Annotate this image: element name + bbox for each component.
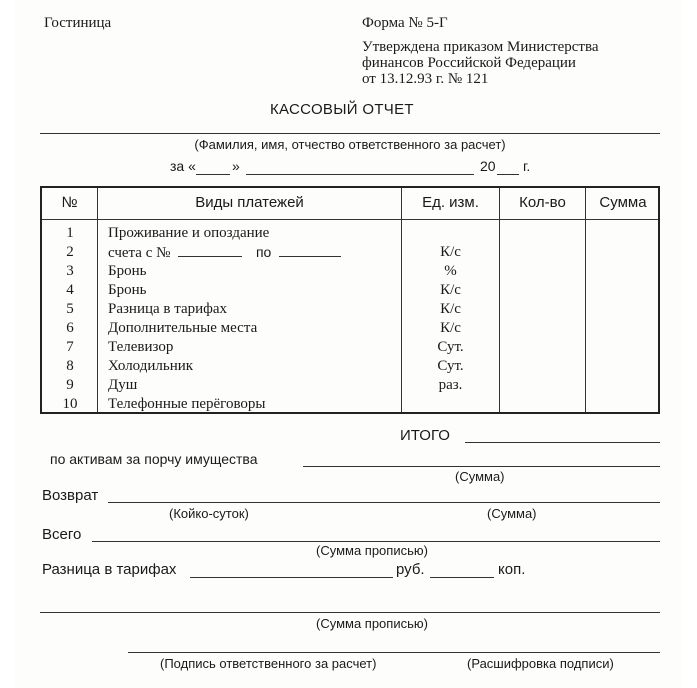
refund-blank[interactable]: [108, 502, 660, 503]
period-year-prefix: 20: [480, 158, 496, 174]
table-row: [42, 357, 658, 376]
row-text-mid: по: [255, 244, 272, 260]
row-text: Дополнительные места: [108, 320, 258, 336]
hotel-label: Гостиница: [44, 15, 112, 31]
period-day-blank[interactable]: [196, 174, 230, 175]
all-blank[interactable]: [92, 541, 660, 542]
row-text: Телефонные перёговоры: [108, 396, 266, 412]
row-unit: Сут.: [437, 358, 464, 374]
th-number: №: [61, 194, 78, 211]
period-quote-close: »: [232, 158, 240, 174]
table-row: [42, 224, 658, 243]
table-row: [42, 262, 658, 281]
row-unit: Сут.: [437, 339, 464, 355]
row-text: Телевизор: [108, 339, 174, 355]
signature-decode-caption: (Расшифровка подписи): [467, 656, 614, 671]
invoice-to-blank[interactable]: [279, 244, 341, 257]
damage-sum-caption: (Сумма): [455, 469, 505, 484]
th-sum: Сумма: [599, 194, 647, 211]
row-number: 8: [66, 358, 74, 374]
row-text: Разница в тарифах: [108, 301, 228, 317]
th-quantity: Кол-во: [519, 194, 566, 211]
tariff-sum-words-caption: (Сумма прописью): [316, 616, 428, 631]
table-row: [42, 281, 658, 300]
row-text: Душ: [108, 377, 138, 393]
bed-days-caption: (Койко-суток): [169, 506, 249, 521]
rub-blank[interactable]: [190, 577, 393, 578]
table-row: [42, 338, 658, 357]
damage-blank[interactable]: [303, 466, 660, 467]
form-number: Форма № 5-Г: [362, 15, 448, 31]
row-unit: К/с: [440, 282, 461, 298]
total-label: ИТОГО: [400, 427, 450, 444]
row-unit: К/с: [440, 244, 461, 260]
table-row: [42, 319, 658, 338]
row-number: 2: [66, 244, 74, 260]
th-payment-type: Виды платежей: [195, 194, 304, 211]
refund-sum-caption: (Сумма): [487, 506, 537, 521]
refund-label: Возврат: [42, 487, 99, 504]
row-number: 4: [66, 282, 74, 298]
all-sum-words-caption: (Сумма прописью): [316, 543, 428, 558]
row-text-with-blanks: [108, 243, 341, 263]
row-number: 9: [66, 377, 74, 393]
approval-line-2: финансов Российской Федерации: [362, 55, 576, 71]
kop-label: коп.: [498, 561, 526, 578]
all-label: Всего: [42, 526, 82, 543]
table-row: [42, 300, 658, 319]
total-blank[interactable]: [465, 442, 660, 443]
invoice-from-blank[interactable]: [178, 244, 242, 257]
table-row: [42, 376, 658, 395]
row-number: 6: [66, 320, 74, 336]
period-year-suffix: г.: [523, 158, 531, 174]
row-text: Бронь: [108, 282, 147, 298]
header-divider: [42, 219, 658, 220]
period-prefix: за «: [170, 158, 196, 174]
row-number: 10: [62, 396, 78, 412]
row-unit: %: [444, 263, 457, 279]
th-unit: Ед. изм.: [422, 194, 479, 211]
rub-label: руб.: [396, 561, 425, 578]
table-row: [42, 243, 658, 262]
table-row: [42, 395, 658, 414]
period-month-blank[interactable]: [246, 174, 474, 175]
row-text: Бронь: [108, 263, 147, 279]
responsible-caption: (Фамилия, имя, отчество ответственного за расчет): [194, 137, 506, 152]
report-title: КАССОВЫЙ ОТЧЕТ: [270, 101, 414, 118]
period-year-blank[interactable]: [497, 174, 519, 175]
payments-table: [40, 186, 660, 414]
tariff-sum-words-blank[interactable]: [40, 612, 660, 613]
kop-blank[interactable]: [430, 577, 494, 578]
responsible-name-line[interactable]: [40, 133, 660, 134]
row-number: 3: [66, 263, 74, 279]
approval-line-3: от 13.12.93 г. № 121: [362, 71, 489, 87]
approval-line-1: Утверждена приказом Министерства: [362, 39, 599, 55]
row-text: Холодильник: [108, 358, 194, 374]
signature-blank[interactable]: [128, 652, 660, 653]
row-text: счета с №: [108, 245, 171, 261]
damage-label: по активам за порчу имущества: [50, 451, 258, 467]
row-number: 7: [66, 339, 74, 355]
row-number: 1: [66, 225, 74, 241]
row-unit: К/с: [440, 320, 461, 336]
row-text: Проживание и опоздание: [108, 225, 270, 241]
signature-caption: (Подпись ответственного за расчет): [160, 656, 377, 671]
row-number: 5: [66, 301, 74, 317]
row-unit: раз.: [438, 377, 463, 393]
tariff-diff-label: Разница в тарифах: [42, 561, 177, 578]
row-unit: К/с: [440, 301, 461, 317]
